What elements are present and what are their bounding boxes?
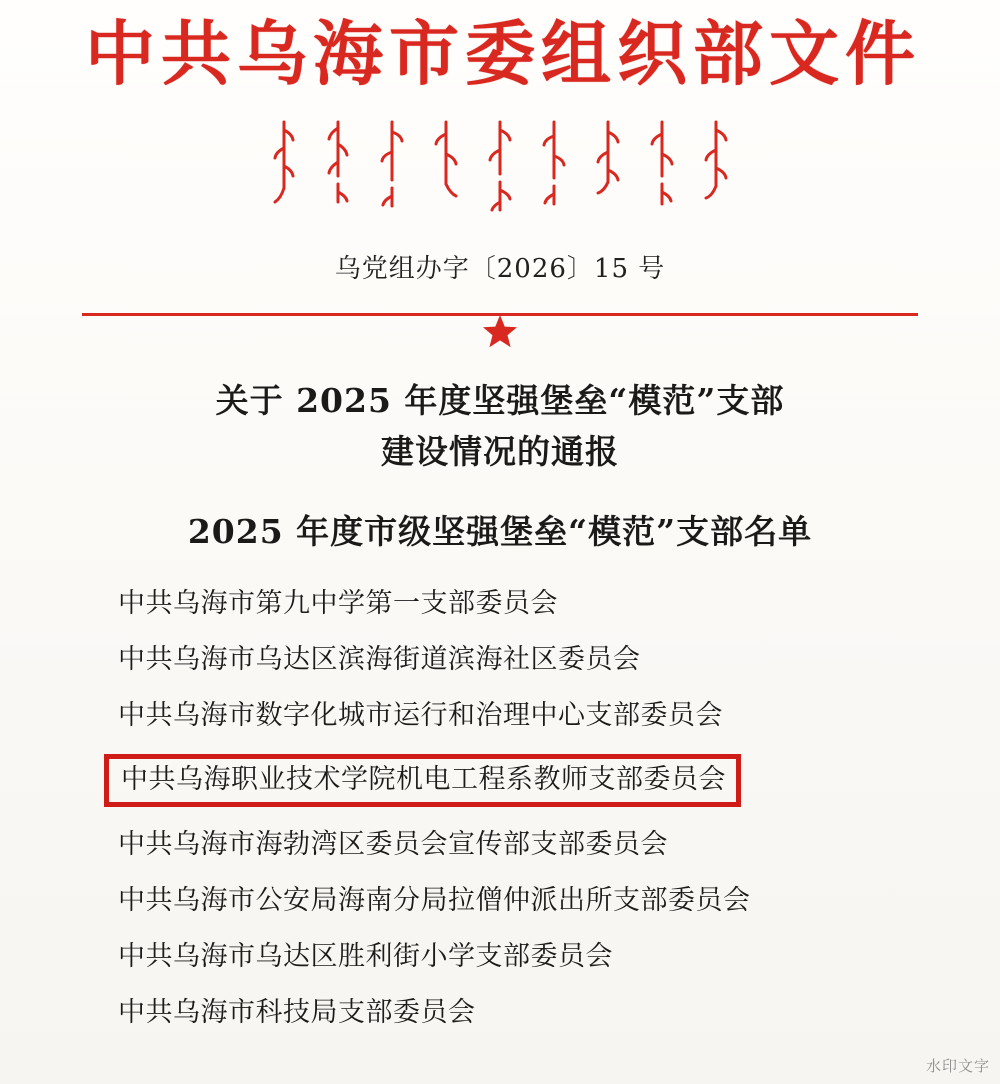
masthead xyxy=(0,0,1000,95)
branch-list xyxy=(0,588,1000,1029)
mongolian-script-row xyxy=(0,118,1000,218)
masthead-title: 中共乌海市委组织部文件 xyxy=(85,12,921,95)
list-item: 中共乌海市乌达区胜利街小学支部委员会 xyxy=(118,941,613,973)
mongolian-script-column xyxy=(271,118,297,214)
red-separator-rule xyxy=(82,307,918,341)
mongolian-script-column xyxy=(703,118,729,214)
list-item-highlighted: 中共乌海职业技术学院机电工程系教师支部委员会 xyxy=(104,754,741,807)
red-star-icon xyxy=(480,311,520,351)
mongolian-script-column xyxy=(541,118,567,214)
list-item: 中共乌海市海勃湾区委员会宣传部支部委员会 xyxy=(118,829,668,861)
page-title-line-2: 建设情况的通报 xyxy=(381,431,619,471)
watermark-label: 水印文字 xyxy=(925,1058,990,1075)
mongolian-script-column xyxy=(325,118,351,214)
document-number: 乌党组办字〔2026〕15 号 xyxy=(334,253,666,284)
list-item: 中共乌海市第九中学第一支部委员会 xyxy=(118,588,558,620)
mongolian-script-column xyxy=(595,118,621,214)
page-title xyxy=(0,375,1000,477)
list-item: 中共乌海市公安局海南分局拉僧仲派出所支部委员会 xyxy=(118,885,751,917)
list-title: 2025 年度市级坚强堡垒“模范”支部名单 xyxy=(187,511,813,551)
page-title-line-1: 关于 2025 年度坚强堡垒“模范”支部 xyxy=(215,380,785,420)
list-item: 中共乌海市科技局支部委员会 xyxy=(118,997,476,1029)
mongolian-script-column xyxy=(649,118,675,214)
list-item: 中共乌海市数字化城市运行和治理中心支部委员会 xyxy=(118,700,723,732)
mongolian-script-column xyxy=(487,118,513,214)
mongolian-script-column xyxy=(379,118,405,214)
list-item: 中共乌海市乌达区滨海街道滨海社区委员会 xyxy=(118,644,641,676)
mongolian-script-column xyxy=(433,118,459,214)
